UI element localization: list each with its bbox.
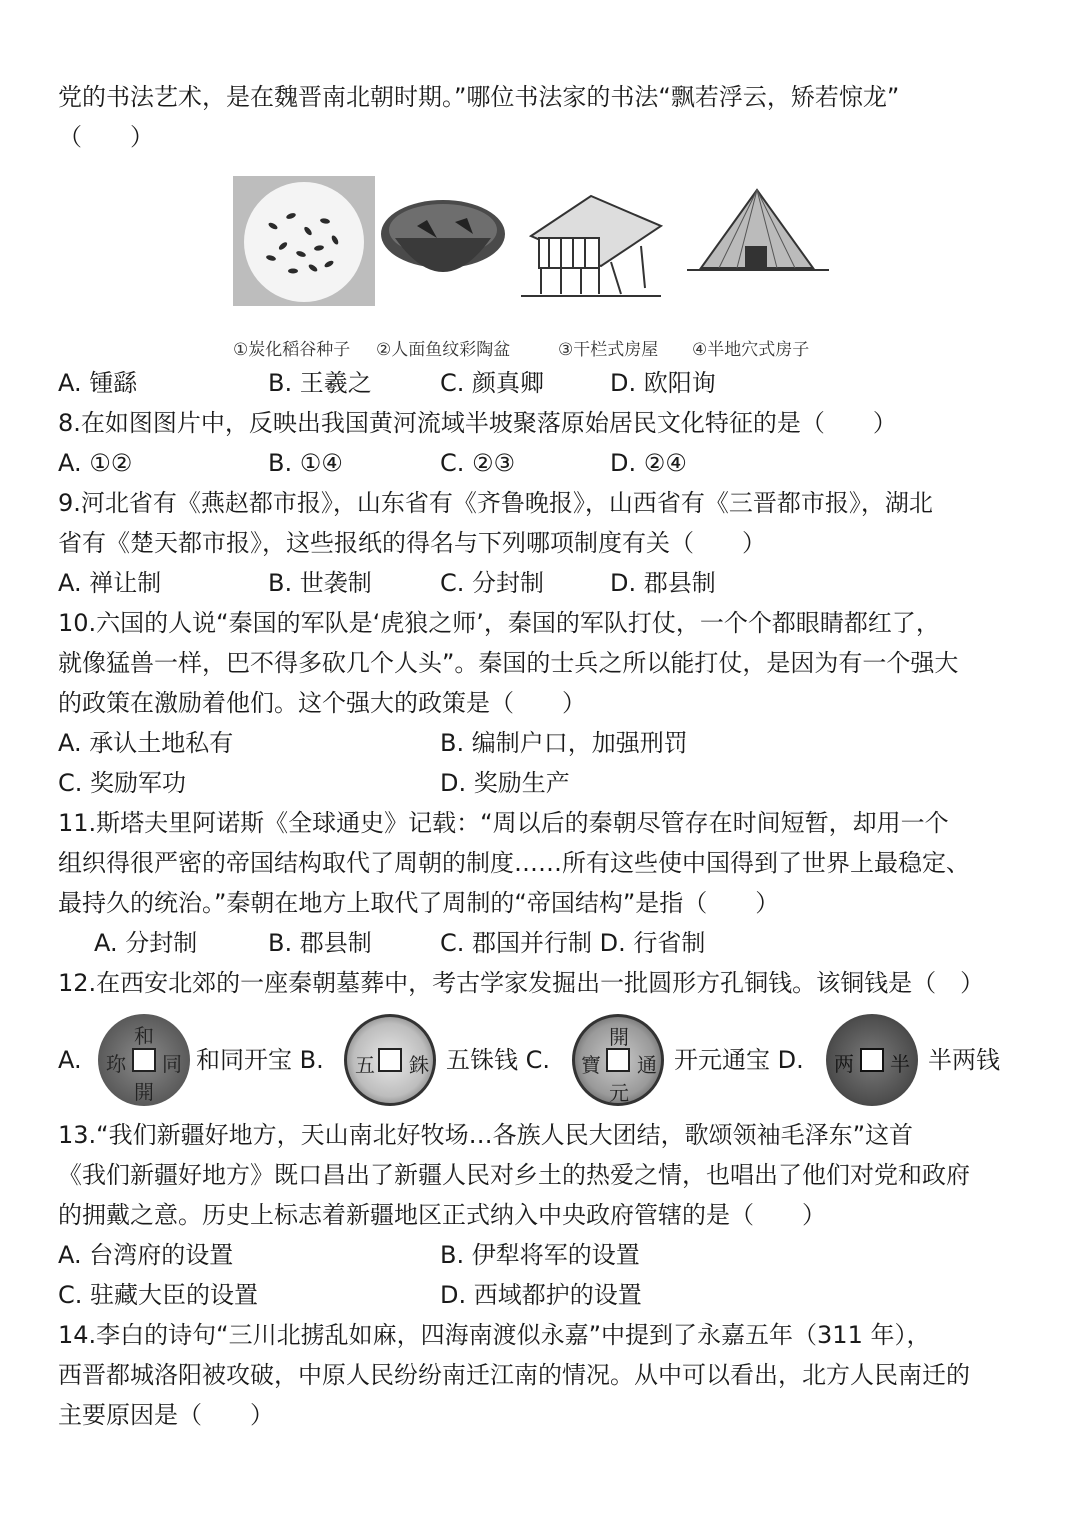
q10-option-c[interactable]: C. 奖励军功 xyxy=(58,769,187,797)
coin-glyph-left: 珎 xyxy=(106,1052,126,1076)
q8-option-b[interactable]: B. ①④ xyxy=(268,449,343,477)
coin-glyph-top: 和 xyxy=(134,1024,154,1048)
coin-glyph-bottom: 開 xyxy=(134,1080,154,1104)
q10-option-d[interactable]: D. 奖励生产 xyxy=(440,769,570,797)
q7-option-c[interactable]: C. 颜真卿 xyxy=(440,369,545,397)
painted-pottery-basin-photo xyxy=(377,176,509,306)
q12-label-b[interactable]: 和同开宝 B. xyxy=(196,1046,324,1074)
coin-glyph-right: 半 xyxy=(890,1052,910,1076)
q14-question-line-1: 14.李白的诗句“三川北掳乱如麻，四海南渡似永嘉”中提到了永嘉五年（311 年）， xyxy=(58,1321,931,1349)
q9-question-line-2: 省有《楚天都市报》，这些报纸的得名与下列哪项制度有关（ ） xyxy=(58,529,766,557)
coin-hole xyxy=(378,1048,402,1072)
q12-label-banliang[interactable]: 半两钱 xyxy=(928,1046,1000,1074)
q7-option-a[interactable]: A. 锺繇 xyxy=(58,369,138,397)
q7-text-line-2: （ ） xyxy=(58,123,154,151)
coin-glyph-left: 两 xyxy=(834,1052,854,1076)
q13-question-line-3: 的拥戴之意。历史上标志着新疆地区正式纳入中央政府管辖的是（ ） xyxy=(58,1201,826,1229)
q13-option-a[interactable]: A. 台湾府的设置 xyxy=(58,1241,234,1269)
q10-question-line-3: 的政策在激励着他们。这个强大的政策是（ ） xyxy=(58,689,586,717)
hetong-kaibao-coin-image xyxy=(98,1014,190,1106)
banliang-coin-image xyxy=(826,1014,918,1106)
q13-question-line-2: 《我们新疆好地方》既口昌出了新疆人民对乡土的热爱之情，也唱出了他们对党和政府 xyxy=(58,1161,970,1189)
figure-caption-4: ④半地穴式房子 xyxy=(692,340,810,360)
coin-hole xyxy=(860,1048,884,1072)
figure-caption-2: ②人面鱼纹彩陶盆 xyxy=(376,340,511,360)
wuzhu-coin-image xyxy=(344,1014,436,1106)
rice-seeds-photo xyxy=(233,176,375,306)
figure-caption-1: ①炭化稻谷种子 xyxy=(233,340,351,360)
q7-option-b[interactable]: B. 王羲之 xyxy=(268,369,372,397)
coin-glyph-right: 銖 xyxy=(409,1053,429,1077)
q13-option-c[interactable]: C. 驻藏大臣的设置 xyxy=(58,1281,259,1309)
coin-glyph-right: 同 xyxy=(162,1052,182,1076)
q12-question: 12.在西安北郊的一座秦朝墓葬中，考古学家发掘出一批圆形方孔铜钱。该铜钱是（ ） xyxy=(58,969,985,997)
q8-option-d[interactable]: D. ②④ xyxy=(610,449,687,477)
q8-option-c[interactable]: C. ②③ xyxy=(440,449,516,477)
coin-glyph-top: 開 xyxy=(609,1025,629,1049)
q11-option-a[interactable]: A. 分封制 xyxy=(94,929,198,957)
q7-text-line-1: 党的书法艺术，是在魏晋南北朝时期。”哪位书法家的书法“飘若浮云，矫若惊龙” xyxy=(58,83,900,111)
q11-option-c-d[interactable]: C. 郡国并行制 D. 行省制 xyxy=(440,929,706,957)
coin-hole xyxy=(606,1048,630,1072)
q13-option-d[interactable]: D. 西域都护的设置 xyxy=(440,1281,642,1309)
q8-option-a[interactable]: A. ①② xyxy=(58,449,133,477)
q13-question-line-1: 13.“我们新疆好地方，天山南北好牧场…各族人民大团结，歌颂领袖毛泽东”这首 xyxy=(58,1121,914,1149)
q9-question-line-1: 9.河北省有《燕赵都市报》，山东省有《齐鲁晚报》，山西省有《三晋都市报》，湖北 xyxy=(58,489,933,517)
q7-option-d[interactable]: D. 欧阳询 xyxy=(610,369,716,397)
q9-option-c[interactable]: C. 分封制 xyxy=(440,569,545,597)
q10-option-b[interactable]: B. 编制户口，加强刑罚 xyxy=(440,729,688,757)
figure-caption-3: ③干栏式房屋 xyxy=(558,340,659,360)
kaiyuan-tongbao-coin-image xyxy=(572,1014,664,1106)
coin-glyph-right: 通 xyxy=(637,1053,657,1077)
q12-label-d[interactable]: 开元通宝 D. xyxy=(674,1046,804,1074)
q11-question-line-1: 11.斯塔夫里阿诺斯《全球通史》记载：“周以后的秦朝尽管存在时间短暂，却用一个 xyxy=(58,809,949,837)
q9-option-b[interactable]: B. 世袭制 xyxy=(268,569,372,597)
coin-glyph-bottom: 元 xyxy=(609,1081,629,1105)
q10-question-line-2: 就像猛兽一样，巴不得多砍几个人头”。秦国的士兵之所以能打仗，是因为有一个强大 xyxy=(58,649,959,677)
stilt-house-drawing xyxy=(511,176,675,306)
q14-question-line-2: 西晋都城洛阳被攻破，中原人民纷纷南迁江南的情况。从中可以看出，北方人民南迁的 xyxy=(58,1361,970,1389)
coin-hole xyxy=(132,1048,156,1072)
q11-option-b[interactable]: B. 郡县制 xyxy=(268,929,372,957)
q13-option-b[interactable]: B. 伊犁将军的设置 xyxy=(440,1241,640,1269)
q10-option-a[interactable]: A. 承认土地私有 xyxy=(58,729,234,757)
q8-question: 8.在如图图片中，反映出我国黄河流域半坡聚落原始居民文化特征的是（ ） xyxy=(58,409,897,437)
figure-photo-strip xyxy=(233,176,836,306)
semi-subterranean-house-drawing xyxy=(679,176,836,306)
coin-glyph-left: 寶 xyxy=(581,1053,601,1077)
q12-label-c[interactable]: 五铢钱 C. xyxy=(446,1046,551,1074)
q11-question-line-3: 最持久的统治。”秦朝在地方上取代了周制的“帝国结构”是指（ ） xyxy=(58,889,780,917)
coin-glyph-left: 五 xyxy=(355,1053,375,1077)
q14-question-line-3: 主要原因是（ ） xyxy=(58,1401,274,1429)
q9-option-a[interactable]: A. 禅让制 xyxy=(58,569,162,597)
q11-question-line-2: 组织得很严密的帝国结构取代了周朝的制度……所有这些使中国得到了世界上最稳定、 xyxy=(58,849,970,877)
q10-question-line-1: 10.六国的人说“秦国的军队是‘虎狼之师’，秦国的军队打仗，一个个都眼睛都红了， xyxy=(58,609,940,637)
q9-option-d[interactable]: D. 郡县制 xyxy=(610,569,716,597)
q12-label-a[interactable]: A. xyxy=(58,1046,82,1074)
